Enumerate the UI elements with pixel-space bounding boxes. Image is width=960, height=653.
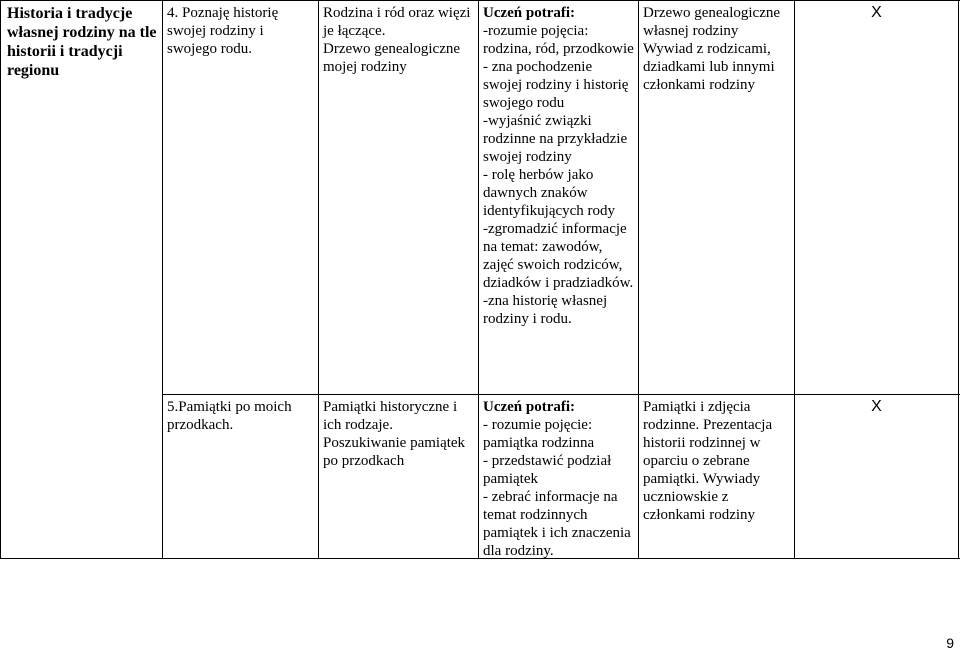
- lesson-topic: 4. Poznaję historię swojej rodziny i swojego rodu.: [167, 5, 279, 57]
- goals-heading: Uczeń potrafi:: [483, 5, 576, 21]
- goals-text: -rozumie pojęcia: rodzina, ród, przodkowie - zna pochodzenie swojej rodziny i historię swojego rodu -wyjaśnić związki rodzinne na przykładzie swojej rodziny - rolę herbów jako dawnych znaków identyfikujących rody -zgromadzić informacje na temat: zawodów, zajęć swoich rodziców, dziadków i pradziadków. -zna historię własnej rodziny i rodu.: [483, 23, 634, 327]
- methods-cell: [639, 4, 794, 94]
- methods-text: Drzewo genealogiczne własnej rodziny Wywiad z rodzicami, dziadkami lub innymi członkami rodziny: [643, 5, 781, 93]
- column-divider: [958, 0, 959, 559]
- content-line: Poszukiwanie pamiątek po przodkach: [323, 435, 466, 469]
- goals-heading: Uczeń potrafi:: [483, 399, 576, 415]
- column-divider: [0, 0, 1, 559]
- mark-cell: [795, 4, 958, 22]
- column-divider: [162, 0, 163, 559]
- mark-x: X: [871, 398, 882, 415]
- goals-cell: [479, 4, 638, 328]
- content-cell: [319, 398, 478, 470]
- content-line: Rodzina i ród oraz więzi je łączące.: [323, 5, 471, 39]
- page-number: 9: [946, 635, 954, 651]
- lesson-topic: 5.Pamiątki po moich przodkach.: [167, 399, 292, 433]
- methods-text: Pamiątki i zdjęcia rodzinne. Prezentacja historii rodzinnej w oparciu o zebrane pamiątki. Wywiady uczniowskie z członkami rodziny: [643, 399, 773, 523]
- mark-cell: [795, 398, 958, 416]
- goals-text: - rozumie pojęcie: pamiątka rodzinna - przedstawić podział pamiątek - zebrać informacje na temat rodzinnych pamiątek i ich znaczenia dla rodziny.: [483, 417, 631, 559]
- column-divider: [794, 0, 795, 559]
- section-title: Historia i tradycje własnej rodziny na tle historii i tradycji regionu: [7, 5, 157, 79]
- mark-x: X: [871, 4, 882, 21]
- goals-cell: [479, 398, 638, 560]
- methods-cell: [639, 398, 794, 524]
- content-line: Drzewo genealogiczne mojej rodziny: [323, 41, 461, 75]
- topic-cell: [163, 4, 318, 58]
- row-divider: [162, 394, 960, 395]
- topic-cell: [163, 398, 318, 434]
- section-title-cell: [1, 4, 162, 80]
- table-top-border: [0, 0, 960, 1]
- column-divider: [318, 0, 319, 559]
- content-line: Pamiątki historyczne i ich rodzaje.: [323, 399, 458, 433]
- content-cell: [319, 4, 478, 76]
